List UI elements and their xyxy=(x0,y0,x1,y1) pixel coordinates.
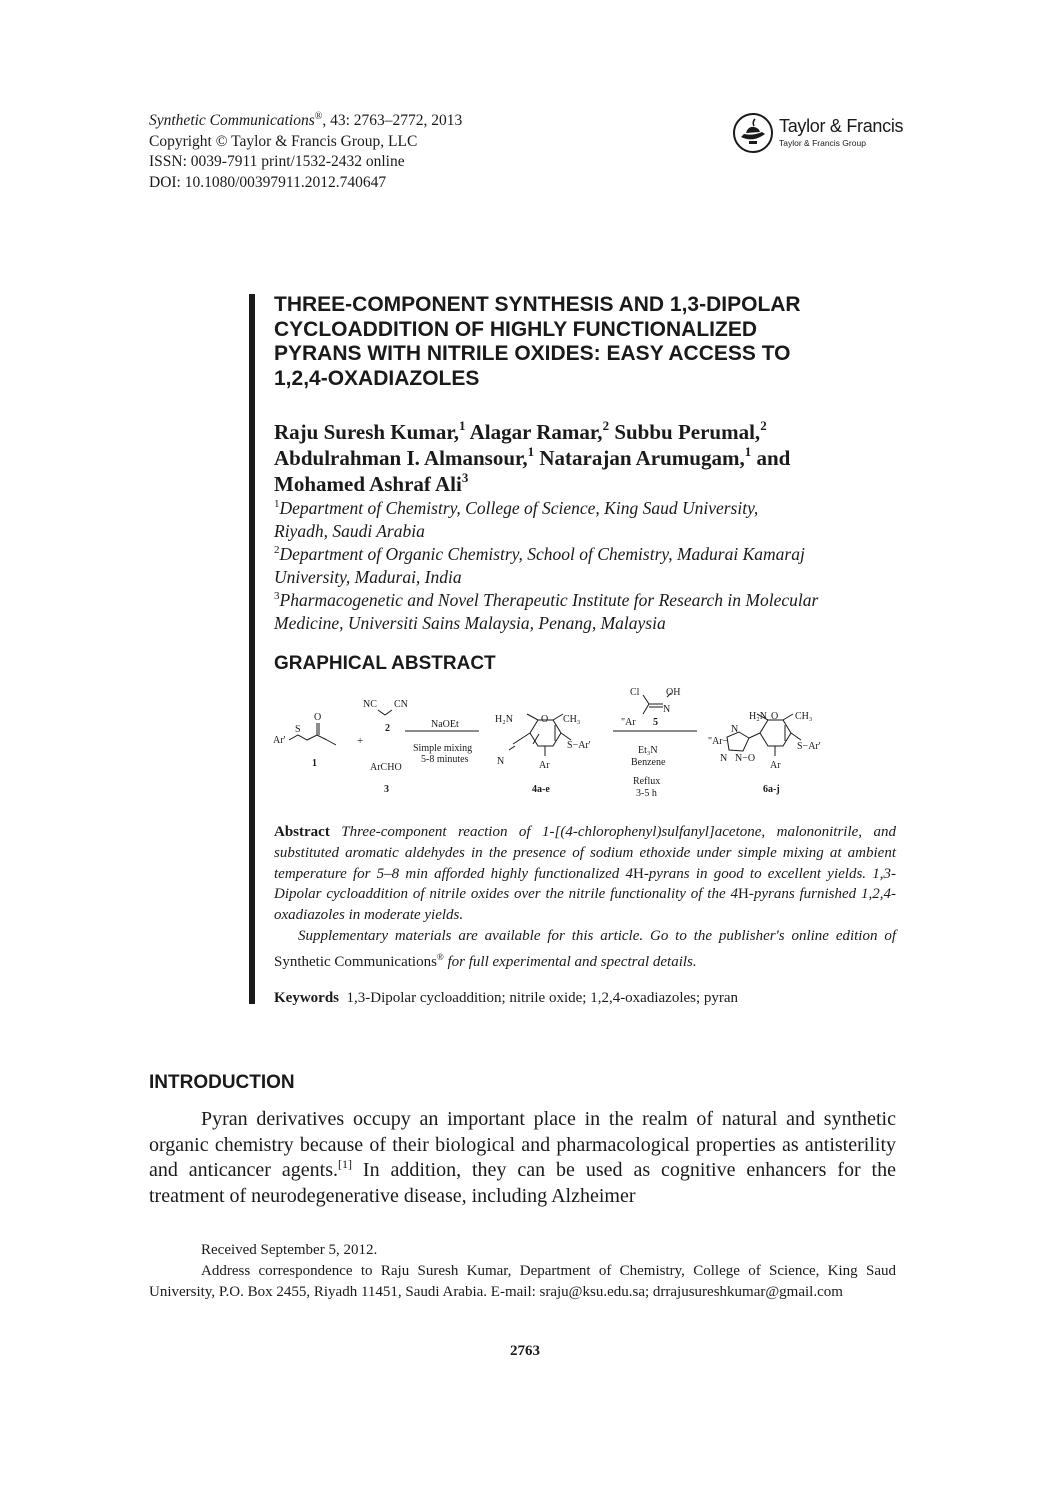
abstract-text: H xyxy=(737,886,749,903)
scheme-label: N xyxy=(720,753,728,764)
introduction-body xyxy=(149,1107,896,1209)
scheme-label: Cl xyxy=(630,687,640,698)
author-affil-sup: 1 xyxy=(527,444,535,459)
affil-text: Medicine, Universiti Sains Malaysia, Penang, Malaysia xyxy=(274,613,666,633)
supplementary-note xyxy=(274,926,896,973)
received-date: Received September 5, 2012. xyxy=(201,1242,378,1258)
author-name: Abdulrahman I. Almansour, xyxy=(274,446,528,470)
reaction-scheme xyxy=(265,682,905,807)
title-line: PYRANS WITH NITRILE OXIDES: EASY ACCESS TO xyxy=(274,342,791,365)
scheme-label: Benzene xyxy=(631,757,666,768)
scheme-label: Ar' xyxy=(273,735,286,746)
abstract-text: -pyrans furnished 1,2,4-oxadiazoles in moderate yields. xyxy=(274,886,896,924)
affil-text: Department of Chemistry, College of Science, King Saud University, xyxy=(279,498,759,518)
scheme-label: CH₃ xyxy=(795,711,813,722)
intro-text: In addition, they can be used as cognitive enhancers for the treatment of neurodegenerative disease, including Alzheimer xyxy=(149,1159,896,1207)
scheme-label: "Ar xyxy=(621,717,636,728)
scheme-label: N xyxy=(497,756,505,767)
scheme-label: Reflux xyxy=(633,776,661,787)
scheme-label: 3-5 h xyxy=(636,788,657,799)
abstract-text: Three-component reaction of 1-[(4-chlorophenyl)sulfanyl]acetone, malononitrile, and substituted aromatic aldehydes in the presence of sodium ethoxide under simple mixing at ambient temperature for 5–8 min afforded highly functionalized 4 xyxy=(274,824,896,882)
publisher-brand: Taylor & Francis xyxy=(779,116,904,136)
lamp-icon xyxy=(732,112,774,154)
scheme-label: H₂N xyxy=(495,714,513,725)
affil-sup: 2 xyxy=(274,544,280,556)
scheme-label: H₂N xyxy=(749,711,767,722)
author-affil-sup: 2 xyxy=(602,418,610,433)
author-name: Raju Suresh Kumar, xyxy=(274,420,459,444)
registered-mark: ® xyxy=(436,951,444,962)
journal-name: Synthetic Communications xyxy=(149,112,315,130)
scheme-label: N−O xyxy=(735,753,756,764)
author-affil-sup: 1 xyxy=(458,418,466,433)
author-affil-sup: 2 xyxy=(760,418,767,433)
graphical-abstract-heading: GRAPHICAL ABSTRACT xyxy=(274,653,496,674)
affiliation-1 xyxy=(274,497,914,520)
affiliation-list xyxy=(274,497,914,635)
author-list xyxy=(274,419,914,497)
abstract-text: -pyrans in good to excellent yields. 1,3-Dipolar cycloaddition of nitrile oxides over the nitrile functionality of the 4 xyxy=(274,865,896,903)
title-line: THREE-COMPONENT SYNTHESIS AND 1,3-DIPOLAR xyxy=(274,293,801,316)
scheme-label: Ar xyxy=(539,760,550,771)
abstract-text: Supplementary materials are available for this article. Go to the publisher's online edition of xyxy=(298,927,896,944)
article-title xyxy=(274,293,914,391)
compound-number: 6a-j xyxy=(763,784,780,795)
affiliation-2 xyxy=(274,543,914,566)
scheme-label: "Ar− xyxy=(708,736,729,747)
publisher-logo xyxy=(732,110,902,156)
introduction-heading: INTRODUCTION xyxy=(149,1072,295,1093)
journal-citation xyxy=(149,107,462,132)
affil-text: Department of Organic Chemistry, School of Chemistry, Madurai Kamaraj xyxy=(279,544,805,564)
registered-mark: ® xyxy=(314,111,323,122)
page-number: 2763 xyxy=(510,1343,540,1359)
compound-number: 2 xyxy=(385,723,390,734)
compound-number: 3 xyxy=(384,784,389,795)
scheme-label: + xyxy=(357,735,364,747)
copyright-line: Copyright © Taylor & Francis Group, LLC xyxy=(149,132,418,150)
scheme-label: Ar xyxy=(770,760,781,771)
scheme-label: Simple mixing xyxy=(413,743,473,754)
scheme-label: Et₃N xyxy=(638,745,658,756)
scheme-label: 5-8 minutes xyxy=(421,754,469,765)
scheme-label: OH xyxy=(666,687,681,698)
title-line: CYCLOADDITION OF HIGHLY FUNCTIONALIZED xyxy=(274,317,757,341)
abstract-text: for full experimental and spectral details. xyxy=(443,953,697,970)
scheme-label: O xyxy=(541,714,549,725)
keywords-text: 1,3-Dipolar cycloaddition; nitrile oxide; 1,2,4-oxadiazoles; pyran xyxy=(346,990,739,1006)
title-line: 1,2,4-OXADIAZOLES xyxy=(274,366,480,390)
issn-line: ISSN: 0039-7911 print/1532-2432 online xyxy=(149,153,405,171)
author-affil-sup: 3 xyxy=(461,470,469,485)
abstract-paragraph xyxy=(274,822,896,926)
abstract-label: Abstract xyxy=(274,824,330,840)
doi-line: DOI: 10.1080/00397911.2012.740647 xyxy=(149,173,387,191)
scheme-label: N xyxy=(731,724,739,735)
affil-sup: 1 xyxy=(274,498,280,510)
abstract-text: H xyxy=(632,865,644,882)
citation-ref[interactable]: [1] xyxy=(338,1157,352,1171)
scheme-label: CH₃ xyxy=(563,714,581,725)
keywords xyxy=(274,990,896,1007)
compound-number: 1 xyxy=(312,758,317,769)
title-block-rule xyxy=(249,294,255,1004)
author-conjunction: and xyxy=(756,446,791,470)
scheme-label: CN xyxy=(394,699,408,710)
affil-text: Pharmacogenetic and Novel Therapeutic Institute for Research in Molecular xyxy=(279,590,819,610)
journal-volume-pages: , 43: 2763–2772, 2013 xyxy=(322,112,463,130)
scheme-label: O xyxy=(314,712,322,723)
affil-text: University, Madurai, India xyxy=(274,567,462,587)
abstract-journal-name: Synthetic Communications xyxy=(274,953,437,970)
scheme-label: N xyxy=(663,704,671,715)
affil-sup: 3 xyxy=(274,590,280,602)
keywords-label: Keywords xyxy=(274,990,339,1006)
author-name: Natarajan Arumugam, xyxy=(539,446,745,470)
correspondence-address: Address correspondence to Raju Suresh Kumar, Department of Chemistry, College of Science, King Saud University, P.O. Box 2455, Riyadh 11451, Saudi Arabia. E-mail: sraju@ksu.edu.sa; drrajusureshkumar@gmail.com xyxy=(149,1263,896,1300)
scheme-label: S xyxy=(295,724,301,735)
footnotes xyxy=(149,1240,896,1303)
publisher-group: Taylor & Francis Group xyxy=(779,138,866,148)
scheme-label: S−Ar' xyxy=(567,740,591,751)
affil-text: Riyadh, Saudi Arabia xyxy=(274,521,425,541)
scheme-label: S−Ar' xyxy=(797,741,821,752)
scheme-label: ArCHO xyxy=(370,762,402,773)
scheme-label: NC xyxy=(363,699,377,710)
scheme-label: O xyxy=(771,711,779,722)
journal-header xyxy=(149,107,462,193)
author-affil-sup: 1 xyxy=(744,444,752,459)
author-name: Mohamed Ashraf Ali xyxy=(274,472,462,496)
affiliation-3 xyxy=(274,589,914,612)
author-name: Subbu Perumal, xyxy=(614,420,761,444)
author-name: Alagar Ramar, xyxy=(469,420,603,444)
scheme-label: NaOEt xyxy=(431,719,459,730)
compound-number: 5 xyxy=(653,717,658,728)
compound-number: 4a-e xyxy=(532,784,550,795)
intro-text: Pyran derivatives occupy an important place in the realm of natural and synthetic organic chemistry because of their biological and pharmacological properties as antisterility and anticancer agents. xyxy=(149,1108,896,1181)
abstract xyxy=(274,822,896,973)
